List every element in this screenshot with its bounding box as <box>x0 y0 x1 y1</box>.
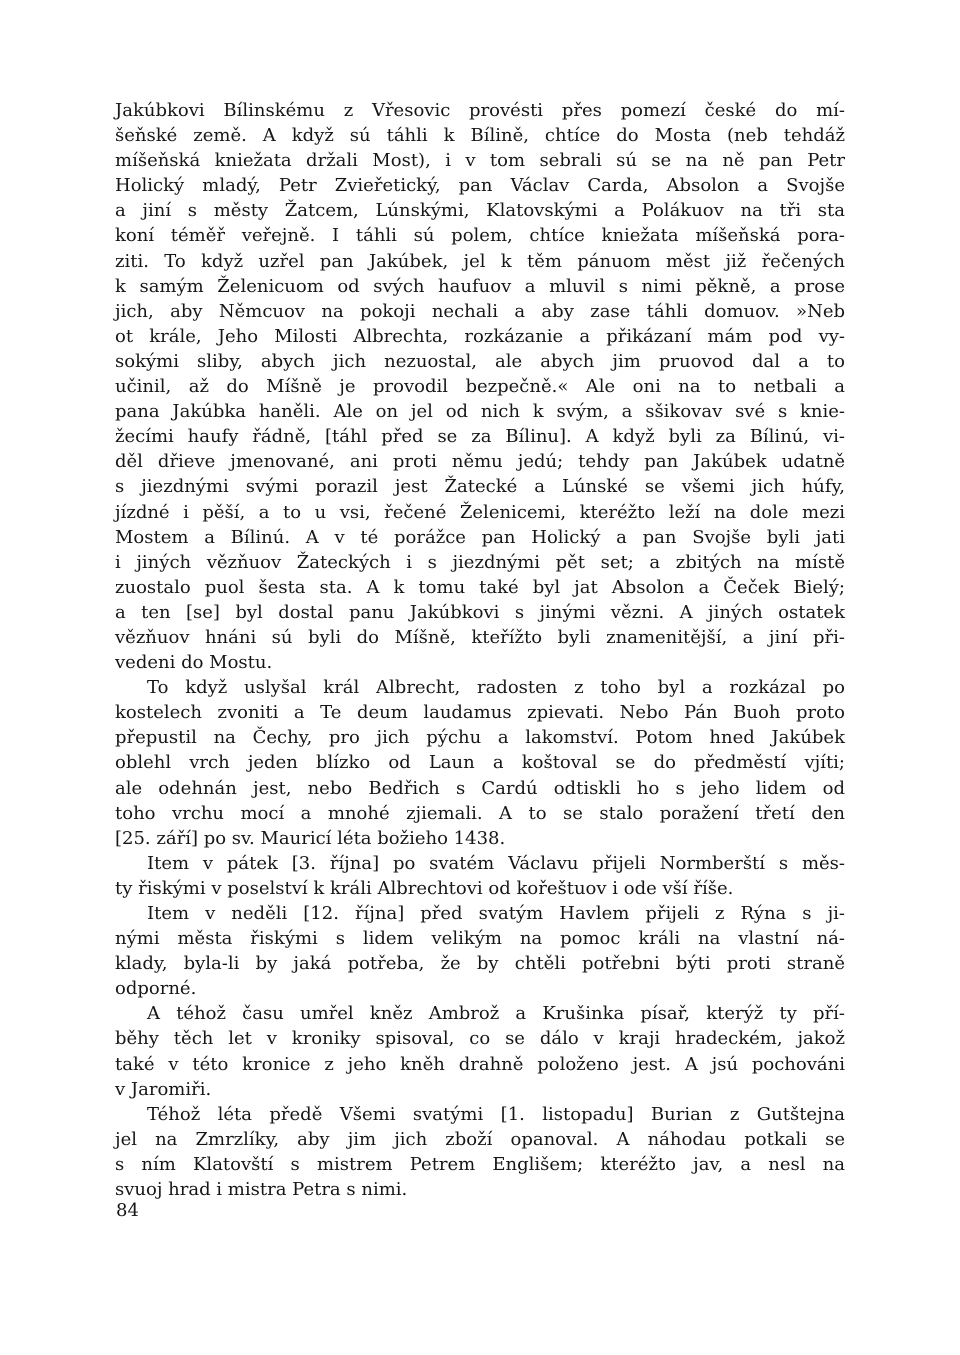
text-line: jich, aby Němcuov na pokoji nechali a aby zase táhli domuov. »Neb <box>115 300 845 322</box>
text-line: oblehl vrch jeden blízko od Laun a koštoval se do předměstí vjíti; <box>115 752 845 774</box>
text-line: pana Jakúbka haněli. Ale on jel od nich k svým, a sšikovav své s knie- <box>115 401 845 423</box>
text-line: Item v pátek [3. října] po svatém Václavu přijeli Normberští s měs- <box>147 852 845 874</box>
text-line: ty řiskými v poselství k králi Albrechtovi od kořeštuov i ode vší říše. <box>115 877 734 899</box>
text-line: s ním Klatovští s mistrem Petrem Englišem; kteréžto jav, a nesl na <box>115 1153 845 1175</box>
text-line: toho vrchu mocí a mnohé zjiemali. A to se stalo poražení třetí den <box>115 802 845 824</box>
text-line: A téhož času umřel kněz Ambrož a Krušinka písař, kterýž ty pří- <box>147 1003 845 1025</box>
page-number: 84 <box>116 1200 139 1221</box>
text-line: a ten [se] byl dostal panu Jakúbkovi s jinými vězni. A jiných ostatek <box>115 601 845 623</box>
text-line: Item v neděli [12. října] před svatým Havlem přijeli z Rýna s ji- <box>147 903 845 924</box>
text-line: kostelech zvoniti a Te deum laudamus zpievati. Nebo Pán Buoh proto <box>115 702 845 724</box>
document-page <box>115 98 845 1202</box>
text-line: přepustil na Čechy, pro jich pýchu a lakomství. Potom hned Jakúbek <box>115 727 845 749</box>
text-line: jel na Zmrzlíky, aby jim jich zboží opanoval. A náhodau potkali se <box>115 1128 845 1150</box>
text-line: To když uslyšal král Albrecht, radosten z toho byl a rozkázal po <box>147 677 845 699</box>
text-line: také v této kronice z jeho kněh drahně položeno jest. A jsú pochováni <box>115 1053 845 1075</box>
text-line: klady, byla-li by jaká potřeba, že by chtěli potřebni býti proti straně <box>115 953 845 975</box>
text-line: [25. září] po sv. Mauricí léta božieho 1438. <box>115 827 506 849</box>
text-line: šeňské země. A když sú táhli k Bílině, chtíce do Mosta (neb tehdáž <box>115 125 845 147</box>
text-line: k samým Želenicuom od svých haufuov a mluvil s nimi pěkně, a prose <box>115 275 845 297</box>
text-line: Téhož léta předě Všemi svatými [1. listopadu] Burian z Gutštejna <box>147 1103 845 1125</box>
text-line: děl dřieve jmenované, ani proti němu jedú; tehdy pan Jakúbek udatně <box>115 451 845 473</box>
text-line: Holický mladý, Petr Zvieřetický, pan Václav Carda, Absolon a Svojše <box>115 175 845 197</box>
text-line: Jakúbkovi Bílinskému z Vřesovic provésti přes pomezí české do mí- <box>115 100 845 121</box>
text-line: Mostem a Bílinú. A v té porážce pan Holický a pan Svojše byli jati <box>115 526 845 548</box>
text-line: v Jaromiři. <box>115 1078 212 1100</box>
text-line: míšeňská kniežata držali Most), i v tom sebrali sú se na ně pan Petr <box>115 150 845 172</box>
text-line: odporné. <box>115 978 197 1000</box>
text-line: žecími haufy řádně, [táhl před se za Bílinu]. A když byli za Bílinú, vi- <box>115 426 845 448</box>
text-line: vedeni do Mostu. <box>115 652 273 674</box>
text-line: ale odehnán jest, nebo Bedřich s Cardú odtiskli ho s jeho lidem od <box>115 777 845 799</box>
text-line: i jiných vězňuov Žateckých i s jiezdnými pět set; a zbitých na místě <box>115 551 845 573</box>
text-line: svuoj hrad i mistra Petra s nimi. <box>115 1179 408 1201</box>
text-line: a jiní s městy Žatcem, Lúnskými, Klatovskými a Polákuov na tři sta <box>115 200 845 222</box>
text-line: zuostalo puol šesta sta. A k tomu také byl jat Absolon a Čeček Bielý; <box>115 576 845 598</box>
text-line: ziti. To když uzřel pan Jakúbek, jel k těm pánuom měst již řečených <box>115 250 845 272</box>
text-line: ot krále, Jeho Milosti Albrechta, rozkázanie a přikázaní mám pod vy- <box>115 325 845 347</box>
text-line: učinil, až do Míšně je provodil bezpečně.« Ale oni na to netbali a <box>115 376 845 398</box>
text-line: sokými sliby, abych jich nezuostal, ale abych jim pruovod dal a to <box>115 350 845 372</box>
text-line: jízdné i pěší, a to u vsi, řečené Želenicemi, kteréžto leží na dole mezi <box>115 501 845 523</box>
text-line: běhy těch let v kroniky spisoval, co se dálo v kraji hradeckém, jakož <box>115 1028 845 1050</box>
text-line: vězňuov hnáni sú byli do Míšně, kteřížto byli znamenitější, a jiní při- <box>115 626 845 648</box>
text-line: s jiezdnými svými porazil jest Žatecké a Lúnské se všemi jich húfy, <box>115 476 845 498</box>
text-line: koní téměř veřejně. I táhli sú polem, chtíce kniežata míšeňská pora- <box>115 225 845 247</box>
text-line: nými města řiskými s lidem velikým na pomoc králi na vlastní ná- <box>115 928 845 950</box>
